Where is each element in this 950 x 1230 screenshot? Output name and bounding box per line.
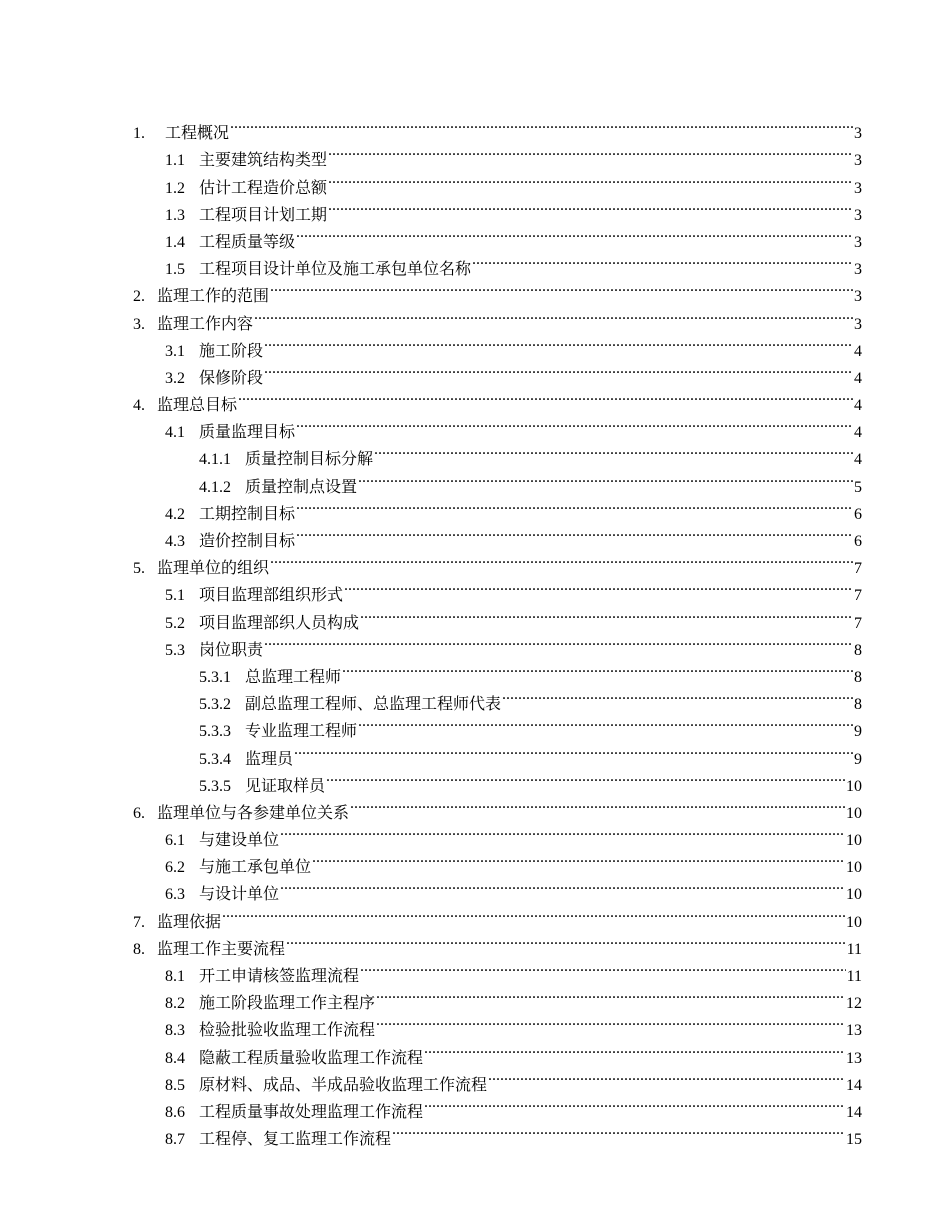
toc-dot-leader: [296, 220, 853, 247]
toc-entry-number: 4.: [133, 397, 145, 415]
toc-dot-leader: [270, 274, 853, 301]
toc-entry-page-number: 9: [854, 723, 862, 741]
toc-entry-title: 项目监理部织人员构成: [199, 614, 360, 632]
toc-entry-number: 7.: [133, 913, 145, 931]
toc-entry[interactable]: [0, 1090, 950, 1121]
toc-entry-number: 5.3.4: [199, 750, 231, 768]
toc-entry-number: 5.3.5: [199, 777, 231, 795]
toc-entry[interactable]: [0, 872, 950, 904]
toc-entry-page-number: 8: [854, 696, 862, 714]
toc-entry-title: 项目监理部组织形式: [199, 587, 344, 605]
toc-entry-page-number: 4: [854, 397, 862, 415]
toc-entry[interactable]: [0, 655, 950, 686]
toc-entry-number: 1.1: [165, 152, 185, 170]
toc-entry[interactable]: [0, 818, 950, 850]
toc-entry-number: 5.2: [165, 614, 185, 632]
toc-entry-page-number: 12: [846, 995, 862, 1013]
toc-entry-title: 与设计单位: [199, 886, 280, 904]
toc-dot-leader: [472, 247, 853, 274]
toc-dot-leader: [502, 682, 853, 709]
toc-entry-page-number: 11: [846, 968, 862, 985]
toc-entry-number: 1.5: [165, 261, 185, 279]
toc-dot-leader: [270, 546, 853, 573]
toc-entry-number: 8.4: [165, 1049, 185, 1067]
toc-entry[interactable]: [0, 573, 950, 605]
toc-entry-number: 3.: [133, 315, 145, 333]
toc-entry[interactable]: [0, 927, 950, 958]
toc-entry-number: 8.6: [165, 1103, 185, 1121]
toc-dot-leader: [280, 872, 845, 899]
toc-dot-leader: [344, 573, 853, 600]
toc-entry-page-number: 3: [854, 179, 862, 197]
toc-dot-leader: [312, 845, 845, 872]
toc-dot-leader: [392, 1117, 845, 1144]
toc-entry-number: 8.5: [165, 1076, 185, 1094]
toc-dot-leader: [238, 383, 853, 410]
toc-entry-number: 1.2: [165, 179, 185, 197]
toc-entry-title: 隐蔽工程质量验收监理工作流程: [199, 1049, 424, 1067]
toc-entry-number: 5.3.1: [199, 668, 231, 686]
toc-entry-title: 工程停、复工监理工作流程: [199, 1131, 392, 1149]
toc-entry[interactable]: [0, 274, 950, 306]
toc-entry[interactable]: [0, 764, 950, 795]
toc-dot-leader: [358, 464, 853, 491]
toc-entry-title: 工程概况: [165, 125, 230, 143]
toc-entry-page-number: 15: [846, 1131, 862, 1149]
toc-entry[interactable]: [0, 682, 950, 714]
toc-entry[interactable]: [0, 899, 950, 931]
toc-entry[interactable]: [0, 954, 950, 985]
toc-entry-number: 1.3: [165, 206, 185, 224]
toc-dot-leader: [374, 437, 853, 464]
toc-entry-title: 监理单位与各参建单位关系: [157, 804, 350, 822]
toc-entry[interactable]: [0, 1117, 950, 1149]
toc-entry-page-number: 7: [854, 614, 862, 632]
toc-entry-title: 监理总目标: [157, 397, 238, 415]
toc-entry-number: 6.1: [165, 832, 185, 850]
toc-entry-title: 质量监理目标: [199, 424, 296, 442]
toc-dot-leader: [358, 709, 853, 736]
toc-entry-title: 副总监理工程师、总监理工程师代表: [245, 696, 502, 714]
toc-entry-title: 岗位职责: [199, 641, 264, 659]
toc-entry-title: 主要建筑结构类型: [199, 152, 328, 170]
toc-entry[interactable]: [0, 600, 950, 632]
toc-dot-leader: [296, 519, 853, 546]
toc-entry-title: 原材料、成品、半成品验收监理工作流程: [199, 1076, 488, 1094]
toc-entry-page-number: 13: [846, 1022, 862, 1040]
toc-dot-leader: [294, 736, 853, 763]
toc-entry[interactable]: [0, 492, 950, 523]
toc-entry[interactable]: [0, 1008, 950, 1040]
toc-entry-page-number: 3: [854, 152, 862, 170]
toc-dot-leader: [376, 1008, 845, 1035]
toc-entry[interactable]: [0, 709, 950, 741]
toc-entry-title: 施工阶段监理工作主程序: [199, 995, 376, 1013]
toc-entry-page-number: 3: [854, 125, 862, 143]
toc-entry-title: 工程项目计划工期: [199, 206, 328, 224]
toc-entry-page-number: 9: [854, 750, 862, 768]
toc-entry-title: 与施工承包单位: [199, 859, 312, 877]
toc-dot-leader: [230, 111, 853, 138]
toc-entry[interactable]: [0, 410, 950, 442]
toc-entry-page-number: 4: [854, 369, 862, 387]
toc-entry[interactable]: [0, 193, 950, 224]
toc-entry[interactable]: [0, 981, 950, 1013]
toc-entry[interactable]: [0, 519, 950, 550]
table-of-contents: [0, 111, 950, 1149]
toc-entry-number: 5.3.2: [199, 696, 231, 714]
toc-dot-leader: [222, 899, 845, 926]
toc-entry[interactable]: [0, 628, 950, 659]
toc-entry-title: 见证取样员: [245, 777, 326, 795]
toc-entry-title: 保修阶段: [199, 369, 264, 387]
toc-entry[interactable]: [0, 220, 950, 251]
toc-entry[interactable]: [0, 791, 950, 822]
toc-entry[interactable]: [0, 736, 950, 768]
toc-entry-page-number: 6: [854, 533, 862, 550]
toc-entry-number: 3.2: [165, 369, 185, 387]
toc-entry[interactable]: [0, 845, 950, 877]
toc-entry-title: 造价控制目标: [199, 533, 296, 550]
toc-entry[interactable]: [0, 1063, 950, 1094]
toc-dot-leader: [264, 628, 853, 655]
toc-entry-title: 工程质量等级: [199, 233, 296, 251]
toc-entry-page-number: 10: [846, 804, 862, 822]
toc-entry-number: 3.1: [165, 342, 185, 360]
toc-entry-number: 4.1: [165, 424, 185, 442]
toc-entry-title: 工期控制目标: [199, 505, 296, 523]
toc-entry-number: 5.3.3: [199, 723, 231, 741]
toc-entry-number: 8.2: [165, 995, 185, 1013]
toc-entry-number: 6.3: [165, 886, 185, 904]
toc-entry-page-number: 7: [854, 560, 862, 578]
toc-dot-leader: [424, 1090, 845, 1117]
toc-entry-number: 4.2: [165, 505, 185, 523]
toc-entry-title: 监理员: [245, 750, 294, 768]
toc-dot-leader: [360, 954, 846, 981]
toc-entry-page-number: 8: [854, 641, 862, 659]
toc-entry-page-number: 8: [854, 668, 862, 686]
toc-entry-title: 与建设单位: [199, 832, 280, 850]
toc-entry[interactable]: [0, 546, 950, 578]
toc-entry-page-number: 10: [846, 859, 862, 877]
toc-dot-leader: [488, 1063, 845, 1090]
toc-entry-page-number: 7: [854, 587, 862, 605]
toc-dot-leader: [264, 356, 853, 383]
toc-entry-page-number: 14: [846, 1103, 862, 1121]
toc-entry-page-number: 3: [854, 233, 862, 251]
toc-entry-page-number: 3: [854, 315, 862, 333]
toc-entry-title: 监理依据: [157, 913, 222, 931]
toc-dot-leader: [264, 329, 853, 356]
toc-entry-number: 6.: [133, 804, 145, 822]
toc-dot-leader: [286, 927, 846, 954]
toc-entry-title: 估计工程造价总额: [199, 179, 328, 197]
toc-dot-leader: [360, 600, 853, 627]
toc-entry-number: 5.1: [165, 587, 185, 605]
toc-entry-page-number: 3: [854, 288, 862, 306]
toc-dot-leader: [280, 818, 845, 845]
toc-dot-leader: [342, 655, 853, 682]
toc-entry-number: 4.1.2: [199, 478, 231, 496]
toc-entry-page-number: 10: [846, 777, 862, 795]
toc-dot-leader: [296, 492, 853, 519]
toc-entry[interactable]: [0, 165, 950, 197]
toc-entry[interactable]: [0, 301, 950, 333]
toc-entry-page-number: 4: [854, 424, 862, 442]
toc-entry-title: 总监理工程师: [245, 668, 342, 686]
toc-entry-number: 1.4: [165, 233, 185, 251]
toc-entry[interactable]: [0, 1035, 950, 1067]
toc-entry[interactable]: [0, 247, 950, 279]
toc-entry-title: 工程质量事故处理监理工作流程: [199, 1103, 424, 1121]
toc-entry-number: 8.7: [165, 1131, 185, 1149]
toc-entry-page-number: 6: [854, 505, 862, 523]
toc-entry-title: 监理单位的组织: [157, 560, 270, 578]
toc-entry-title: 专业监理工程师: [245, 723, 358, 741]
toc-entry-page-number: 3: [854, 206, 862, 224]
toc-entry[interactable]: [0, 464, 950, 496]
toc-dot-leader: [328, 165, 853, 192]
toc-entry-number: 5.: [133, 560, 145, 578]
toc-entry-page-number: 11: [846, 940, 862, 958]
toc-entry-title: 监理工作内容: [157, 315, 254, 333]
toc-dot-leader: [328, 138, 853, 165]
toc-dot-leader: [254, 301, 853, 328]
toc-entry-title: 监理工作的范围: [157, 288, 270, 306]
toc-dot-leader: [376, 981, 845, 1008]
toc-entry-number: 5.3: [165, 641, 185, 659]
toc-entry[interactable]: [0, 329, 950, 360]
toc-entry-title: 质量控制目标分解: [245, 451, 374, 469]
toc-dot-leader: [326, 764, 845, 791]
toc-entry-number: 8.1: [165, 968, 185, 985]
toc-entry-page-number: 5: [854, 478, 862, 496]
toc-entry-title: 质量控制点设置: [245, 478, 358, 496]
toc-entry[interactable]: [0, 138, 950, 170]
toc-entry-page-number: 10: [846, 886, 862, 904]
toc-entry-number: 8.3: [165, 1022, 185, 1040]
toc-entry-number: 1.: [133, 125, 145, 143]
toc-entry-page-number: 14: [846, 1076, 862, 1094]
toc-entry-page-number: 13: [846, 1049, 862, 1067]
toc-entry[interactable]: [0, 356, 950, 387]
toc-entry-number: 8.: [133, 940, 145, 958]
toc-entry-number: 4.3: [165, 533, 185, 550]
toc-entry-page-number: 3: [854, 261, 862, 279]
toc-entry-title: 施工阶段: [199, 342, 264, 360]
toc-entry-number: 4.1.1: [199, 451, 231, 469]
toc-entry-title: 开工申请核签监理流程: [199, 968, 360, 985]
toc-dot-leader: [424, 1035, 845, 1062]
toc-entry-page-number: 4: [854, 342, 862, 360]
toc-dot-leader: [296, 410, 853, 437]
toc-entry-page-number: 4: [854, 451, 862, 469]
toc-entry[interactable]: [0, 383, 950, 415]
toc-entry-title: 工程项目设计单位及施工承包单位名称: [199, 261, 472, 279]
toc-entry-title: 监理工作主要流程: [157, 940, 286, 958]
toc-entry-page-number: 10: [846, 913, 862, 931]
toc-dot-leader: [328, 193, 853, 220]
toc-dot-leader: [350, 791, 845, 818]
toc-entry-page-number: 10: [846, 832, 862, 850]
toc-entry-title: 检验批验收监理工作流程: [199, 1022, 376, 1040]
toc-entry-number: 2.: [133, 288, 145, 306]
toc-entry[interactable]: [0, 111, 950, 143]
toc-entry-number: 6.2: [165, 859, 185, 877]
toc-entry[interactable]: [0, 437, 950, 469]
